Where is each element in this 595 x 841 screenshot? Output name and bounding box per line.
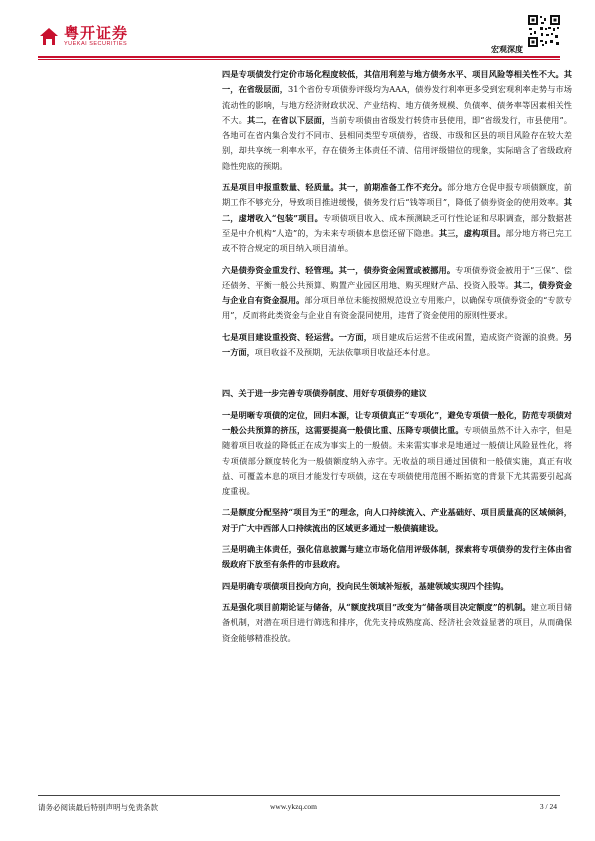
paragraph-lead: 四是明确专项债项目投向方向，投向民生领域补短板，基建领域实现四个挂钩。 xyxy=(222,580,509,591)
paragraph-lead: 其二，虚增收入“包装”项目。 xyxy=(222,197,572,223)
paragraph-text: 专项债项目收入、成本预测缺乏可行性论证和尽职调查，部分数据甚至是中介机构“人造”的，为未来专项债本息偿还留下隐患。 xyxy=(222,212,572,238)
paragraph-text: 部分项目单位未能按照规范设立专用账户，以确保专项债券资金的“专款专用”，反而将此类资金与企业自有资金混同使用，违背了资金使用的原则性要求。 xyxy=(222,295,572,321)
paragraph-text: 当前专项债由省级发行转贷市县使用，即“省级发行，市县使用”。各地可在省内集合发行不同市、县相同类型专项债券，省级、市级和区县的项目风险存在较大差别，却共享统一利率水平，存在债务主体责任不清、信用评级错位的现象，实际暗含了省级政府隐性兜底的预期。 xyxy=(222,114,572,171)
paragraph-lead: 其二，在省以下层面， xyxy=(247,114,331,125)
paragraph-text: 项目建成后运营不佳或闲置，造成资产资源的浪费。 xyxy=(372,331,564,342)
paragraph-text: 31个省份专项债券评级均为AAA，债券发行利率更多受到宏观利率走势与市场流动性的影响，与地方经济财政状况、产业结构、地方债务规模、负债率、债务率等因素相关性不大。 xyxy=(222,84,572,125)
paragraph xyxy=(222,67,572,174)
paragraph xyxy=(222,579,572,594)
paragraph-lead: 六是债券资金重发行、轻管理。其一，债券资金闲置或被挪用。 xyxy=(222,264,456,275)
paragraph-lead: 其二，债券资金与企业自有资金混用。 xyxy=(222,279,572,306)
paragraph xyxy=(222,180,572,256)
paragraph xyxy=(222,600,572,646)
paragraph-lead: 三是明确主体责任，强化信息披露与建立市场化信用评级体制，探索将专项债券的发行主体由省级政府下放至有条件的市县政府。 xyxy=(222,544,572,570)
paragraph-text: 部分地方仓促申报专项债额度，前期工作不够充分，导致项目推进缓慢，债务发行后“钱等项目”，降低了债券资金的使用效率。 xyxy=(222,182,572,208)
header-rule xyxy=(38,56,560,58)
paragraph-text: 建立项目储备机制，对潜在项目进行筛选和排序，优先支持成熟度高、经济社会效益显著的项目，从而确保资金能够精准投放。 xyxy=(222,601,572,643)
paragraph-lead: 二是额度分配坚持“项目为王”的理念，向人口持续流入、产业基础好、项目质量高的区域倾斜，对于广大中西部人口持续流出的区域更多通过一般债搞建设。 xyxy=(222,507,572,533)
qr-code-icon xyxy=(527,14,561,48)
paragraph-lead: 一是明晰专项债的定位，回归本源，让专项债真正“专项化”，避免专项债一般化，防范专项债对一般公共预算的挤压，这需要提高一般债比重、压降专项债比重。 xyxy=(222,409,572,435)
paragraph-lead: 七是项目建设重投资、轻运营。一方面， xyxy=(222,331,373,342)
logo-en-text: YUEKAI SECURITIES xyxy=(64,41,128,47)
page-number: 3 / 24 xyxy=(539,802,557,811)
paragraph-text: 专项债券资金被用于“三保”、偿还债务、平衡一般公共预算、购置产业园区用地、购买理财产品、投资入股等。 xyxy=(222,264,572,290)
logo-cn-text: 粤开证券 xyxy=(64,24,129,42)
footer-url: www.ykzq.com xyxy=(270,802,318,811)
logo-mark-icon xyxy=(38,26,60,48)
paragraph xyxy=(222,505,572,536)
paragraph-lead: 五是强化项目前期论证与储备，从“额度找项目”改变为“储备项目决定额度”的机制。 xyxy=(222,601,531,612)
paragraph xyxy=(222,408,572,500)
section-heading: 四、关于进一步完善专项债券制度、用好专项债券的建议 xyxy=(222,388,427,399)
paragraph-lead: 其三，虚构项目。 xyxy=(438,227,506,238)
company-logo xyxy=(38,26,128,48)
paragraph-lead: 五是项目申报重数量、轻质量。其一，前期准备工作不充分。 xyxy=(222,182,448,193)
footer-disclaimer: 请务必阅读最后特别声明与免责条款 xyxy=(38,803,158,812)
paragraph xyxy=(222,330,572,361)
footer-rule xyxy=(38,795,560,796)
paragraph-lead: 四是专项债发行定价市场化程度较低，其信用利差与地方债务水平、项目风险等相关性不大。其一，在省级层面， xyxy=(222,69,572,95)
report-type-tag: 宏观深度 xyxy=(491,45,523,54)
paragraph-text: 项目收益不及预期，无法依靠项目收益还本付息。 xyxy=(254,347,435,358)
body-text xyxy=(222,67,572,652)
header-rule-thin xyxy=(38,59,560,60)
page-header xyxy=(0,0,595,62)
paragraph xyxy=(222,263,572,324)
paragraph xyxy=(222,542,572,573)
paragraph-text: 部分地方将已完工或不符合规定的项目纳入项目清单。 xyxy=(222,227,572,254)
paragraph-lead: 另一方面， xyxy=(222,331,572,358)
paragraph-text: 专项债虽然不计入赤字，但是随着项目收益的降低正在成为事实上的一般债。未来需实事求是地通过一般债让风险显性化，将专项债部分额度转化为一般债额度纳入赤字。无收益的项目通过国债和一般债实施，真正有收益、可覆盖本息的项目才能发行专项债，这在专项债使用范围不断拓宽的背景下尤其需要引起高度重视。 xyxy=(222,424,572,497)
